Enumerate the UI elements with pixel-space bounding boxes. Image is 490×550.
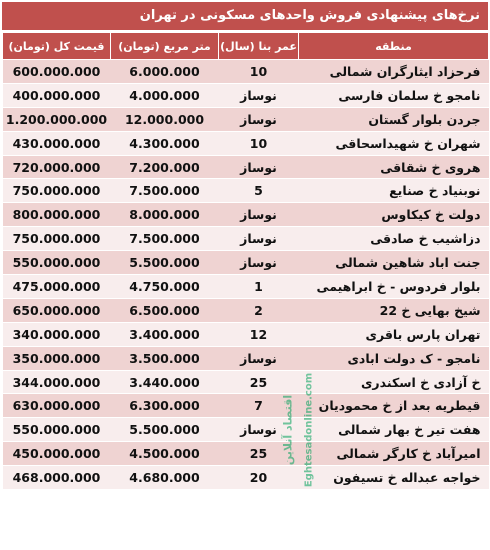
table-title: نرخ‌های پیشنهادی فروش واحدهای مسکونی در تهران xyxy=(2,2,488,30)
region-cell: جردن بلوار گستان xyxy=(299,107,489,131)
total-price-cell: 430.000.000 xyxy=(3,131,111,155)
region-cell: نامجو - ک دولت ابادی xyxy=(299,346,489,370)
column-header-price-per-m2: متر مربع (تومان) xyxy=(111,33,219,60)
total-price-cell: 550.000.000 xyxy=(3,251,111,275)
table-row xyxy=(3,298,489,322)
region-cell: جنت اباد شاهین شمالی xyxy=(299,251,489,275)
age-cell: نوساز xyxy=(219,251,299,275)
table-row xyxy=(3,370,489,394)
region-cell: شیخ بهایی خ 22 xyxy=(299,298,489,322)
region-cell: شهران خ شهیداسحاقی xyxy=(299,131,489,155)
price-per-m2-cell: 4.300.000 xyxy=(111,131,219,155)
age-cell: 10 xyxy=(219,60,299,84)
region-cell: بلوار فردوس - خ ابراهیمی xyxy=(299,275,489,299)
table-row xyxy=(3,155,489,179)
price-per-m2-cell: 4.680.000 xyxy=(111,466,219,490)
total-price-cell: 720.000.000 xyxy=(3,155,111,179)
table-row xyxy=(3,251,489,275)
column-header-age: عمر بنا (سال) xyxy=(219,33,299,60)
total-price-cell: 468.000.000 xyxy=(3,466,111,490)
age-cell: نوساز xyxy=(219,346,299,370)
watermark-site xyxy=(295,340,323,520)
price-per-m2-cell: 6.500.000 xyxy=(111,298,219,322)
total-price-cell: 650.000.000 xyxy=(3,298,111,322)
age-cell: 10 xyxy=(219,131,299,155)
table-row xyxy=(3,203,489,227)
region-cell: امیرآباد خ کارگر شمالی xyxy=(299,442,489,466)
table-row xyxy=(3,227,489,251)
total-price-cell: 750.000.000 xyxy=(3,227,111,251)
price-per-m2-cell: 8.000.000 xyxy=(111,203,219,227)
region-cell: فرحزاد ایثارگران شمالی xyxy=(299,60,489,84)
table-header-row xyxy=(3,33,489,60)
price-per-m2-cell: 7.200.000 xyxy=(111,155,219,179)
table-row xyxy=(3,418,489,442)
region-cell: خواجه عبداله خ تسیفون xyxy=(299,466,489,490)
table-row xyxy=(3,275,489,299)
age-cell: 12 xyxy=(219,322,299,346)
age-cell: نوساز xyxy=(219,107,299,131)
region-cell: نوبنیاد خ صنایع xyxy=(299,179,489,203)
region-cell: دولت خ کیکاوس xyxy=(299,203,489,227)
total-price-cell: 1.200.000.000 xyxy=(3,107,111,131)
region-cell: تهران پارس باقری xyxy=(299,322,489,346)
table-row xyxy=(3,394,489,418)
price-per-m2-cell: 7.500.000 xyxy=(111,179,219,203)
region-cell: خ آزادی خ اسکندری xyxy=(299,370,489,394)
table-row xyxy=(3,322,489,346)
total-price-cell: 340.000.000 xyxy=(3,322,111,346)
price-per-m2-cell: 4.000.000 xyxy=(111,83,219,107)
total-price-cell: 350.000.000 xyxy=(3,346,111,370)
age-cell: نوساز xyxy=(219,155,299,179)
age-cell: نوساز xyxy=(219,203,299,227)
age-cell: 7 xyxy=(219,394,299,418)
watermark-persian: اقتصاد آنلاین xyxy=(281,394,295,466)
price-per-m2-cell: 5.500.000 xyxy=(111,418,219,442)
table-row xyxy=(3,179,489,203)
price-per-m2-cell: 3.400.000 xyxy=(111,322,219,346)
region-cell: قیطریه بعد از خ محمودیان xyxy=(299,394,489,418)
column-header-total-price: قیمت کل (تومان) xyxy=(3,33,111,60)
price-table xyxy=(2,32,489,490)
watermark-latin: Eghtesadonline.com xyxy=(303,372,315,488)
region-cell: نامجو خ سلمان فارسی xyxy=(299,83,489,107)
table-row xyxy=(3,131,489,155)
age-cell: 20 xyxy=(219,466,299,490)
age-cell: نوساز xyxy=(219,227,299,251)
region-cell: هفت تیر خ بهار شمالی xyxy=(299,418,489,442)
total-price-cell: 750.000.000 xyxy=(3,179,111,203)
region-cell: دزاشیب خ صادقی xyxy=(299,227,489,251)
table-row xyxy=(3,107,489,131)
total-price-cell: 475.000.000 xyxy=(3,275,111,299)
total-price-cell: 344.000.000 xyxy=(3,370,111,394)
price-per-m2-cell: 6.000.000 xyxy=(111,60,219,84)
total-price-cell: 450.000.000 xyxy=(3,442,111,466)
table-row xyxy=(3,60,489,84)
region-cell: هروی خ شقاقی xyxy=(299,155,489,179)
total-price-cell: 630.000.000 xyxy=(3,394,111,418)
total-price-cell: 400.000.000 xyxy=(3,83,111,107)
age-cell: نوساز xyxy=(219,83,299,107)
age-cell: 2 xyxy=(219,298,299,322)
table-row xyxy=(3,346,489,370)
price-per-m2-cell: 6.300.000 xyxy=(111,394,219,418)
price-per-m2-cell: 12.000.000 xyxy=(111,107,219,131)
age-cell: نوساز xyxy=(219,418,299,442)
age-cell: 25 xyxy=(219,370,299,394)
price-per-m2-cell: 4.500.000 xyxy=(111,442,219,466)
age-cell: 5 xyxy=(219,179,299,203)
price-per-m2-cell: 5.500.000 xyxy=(111,251,219,275)
price-per-m2-cell: 3.440.000 xyxy=(111,370,219,394)
age-cell: 1 xyxy=(219,275,299,299)
table-row xyxy=(3,83,489,107)
age-cell: 25 xyxy=(219,442,299,466)
column-header-region: منطقه xyxy=(299,33,489,60)
price-per-m2-cell: 7.500.000 xyxy=(111,227,219,251)
total-price-cell: 550.000.000 xyxy=(3,418,111,442)
total-price-cell: 600.000.000 xyxy=(3,60,111,84)
price-per-m2-cell: 4.750.000 xyxy=(111,275,219,299)
price-per-m2-cell: 3.500.000 xyxy=(111,346,219,370)
table-row xyxy=(3,466,489,490)
table-row xyxy=(3,442,489,466)
total-price-cell: 800.000.000 xyxy=(3,203,111,227)
